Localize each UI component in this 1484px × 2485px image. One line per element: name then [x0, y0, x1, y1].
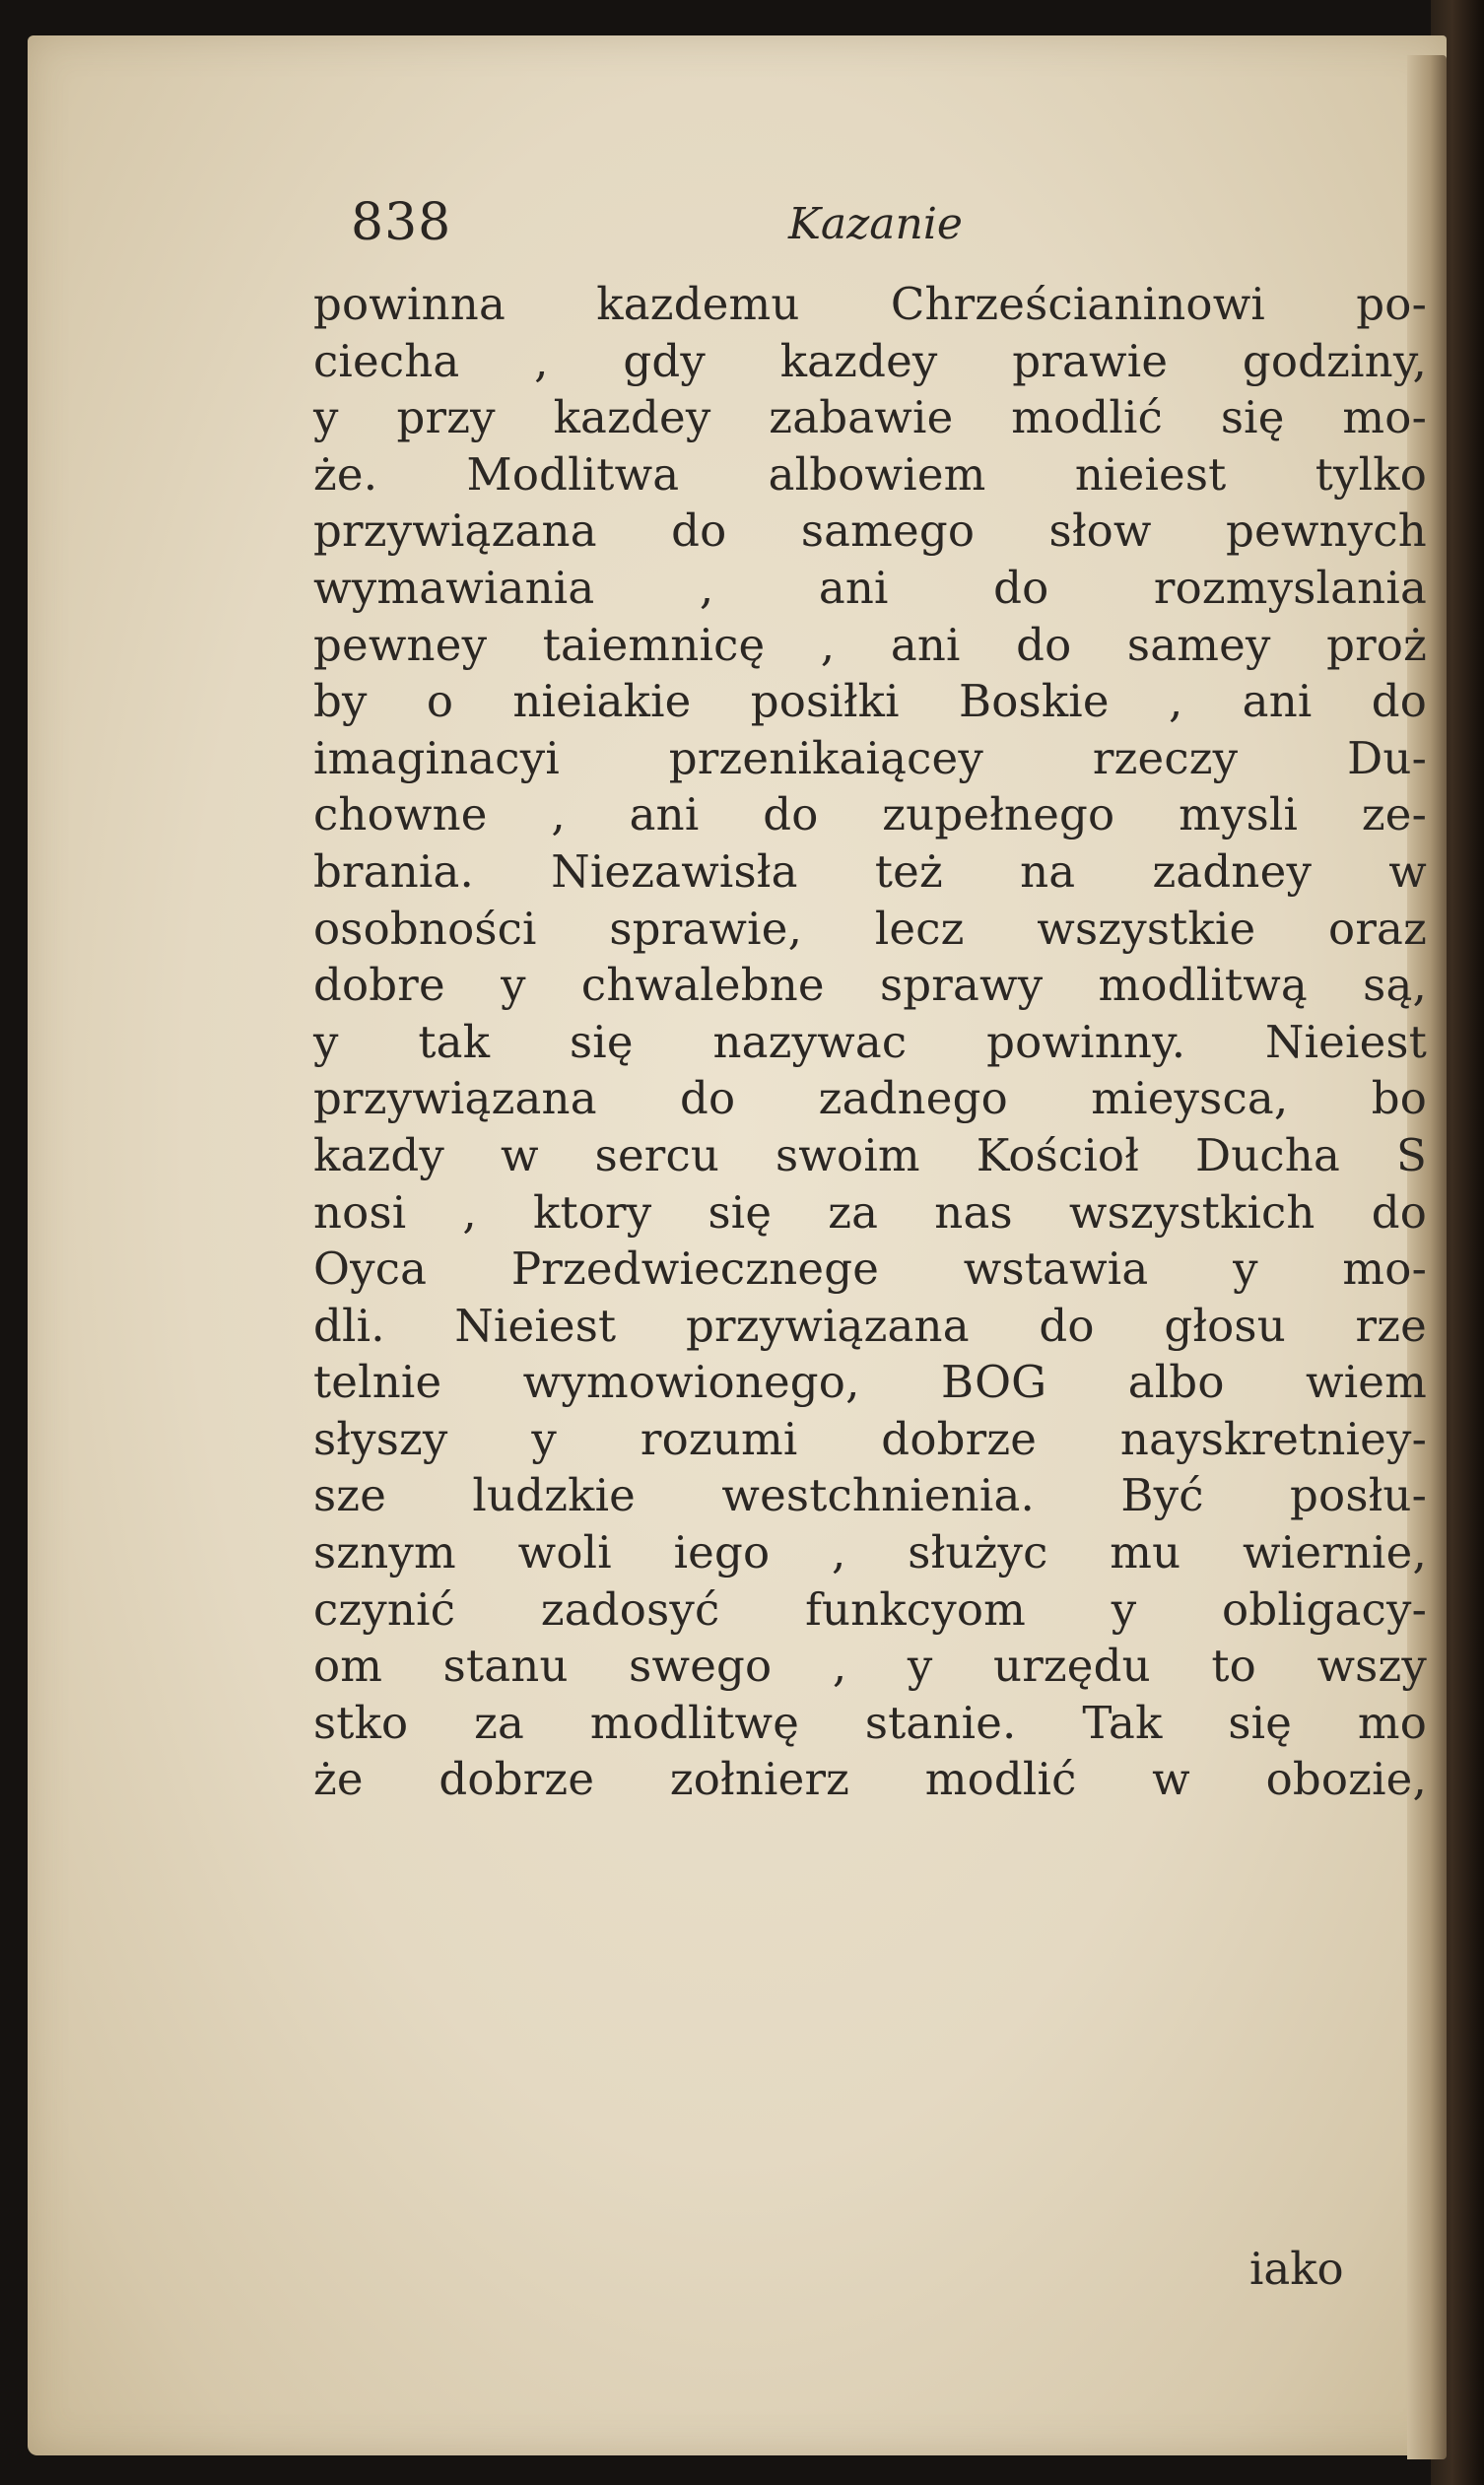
body-text	[313, 276, 1427, 1808]
catchword: iako	[1249, 2243, 1344, 2295]
text-line: brania. Niezawisła też na zadney w	[313, 844, 1427, 898]
text-line: sze ludzkie westchnienia. Być posłu-	[313, 1469, 1427, 1522]
text-line: y przy kazdey zabawie modlić się mo-	[313, 391, 1427, 444]
text-line: że. Modlitwa albowiem nieiest tylko	[313, 447, 1427, 501]
text-line: sznym woli iego , służyc mu wiernie,	[313, 1526, 1427, 1579]
text-line: telnie wymowionego, BOG albo wiem	[313, 1356, 1427, 1409]
text-line: pewney taiemnicę , ani do samey proż	[313, 618, 1427, 671]
text-line: że dobrze zołnierz modlić w obozie,	[313, 1753, 1427, 1806]
paper-page	[28, 35, 1447, 2455]
text-line: wymawiania , ani do rozmyslania	[313, 561, 1427, 614]
text-line: czynić zadosyć funkcyom y obligacy-	[313, 1582, 1427, 1636]
running-head: Kazanie	[788, 199, 963, 249]
text-line: Oyca Przedwiecznege wstawia y mo-	[313, 1242, 1427, 1296]
text-line: ciecha , gdy kazdey prawie godziny,	[313, 334, 1427, 387]
text-line: imaginacyi przenikaiącey rzeczy Du-	[313, 731, 1427, 784]
text-line: dli. Nieiest przywiązana do głosu rze	[313, 1299, 1427, 1352]
page-header	[28, 193, 1447, 272]
page-number: 838	[351, 193, 452, 252]
text-line: powinna kazdemu Chrześcianinowi po-	[313, 278, 1427, 330]
text-line: nosi , ktory się za nas wszystkich do	[313, 1185, 1427, 1239]
text-line: stko za modlitwę stanie. Tak się mo	[313, 1696, 1427, 1749]
text-line: by o nieiakie posiłki Boskie , ani do	[313, 675, 1427, 728]
text-line: słyszy y rozumi dobrze nayskretniey-	[313, 1412, 1427, 1465]
text-line: przywiązana do zadnego mieysca, bo	[313, 1072, 1427, 1125]
text-line: dobre y chwalebne sprawy modlitwą są,	[313, 959, 1427, 1012]
text-line: kazdy w sercu swoim Kościoł Ducha S	[313, 1128, 1427, 1181]
text-line: om stanu swego , y urzędu to wszy	[313, 1640, 1427, 1693]
text-line: przywiązana do samego słow pewnych	[313, 504, 1427, 558]
text-line: y tak się nazywac powinny. Nieiest	[313, 1015, 1427, 1068]
text-line: osobności sprawie, lecz wszystkie oraz	[313, 902, 1427, 955]
text-line: chowne , ani do zupełnego mysli ze-	[313, 788, 1427, 841]
